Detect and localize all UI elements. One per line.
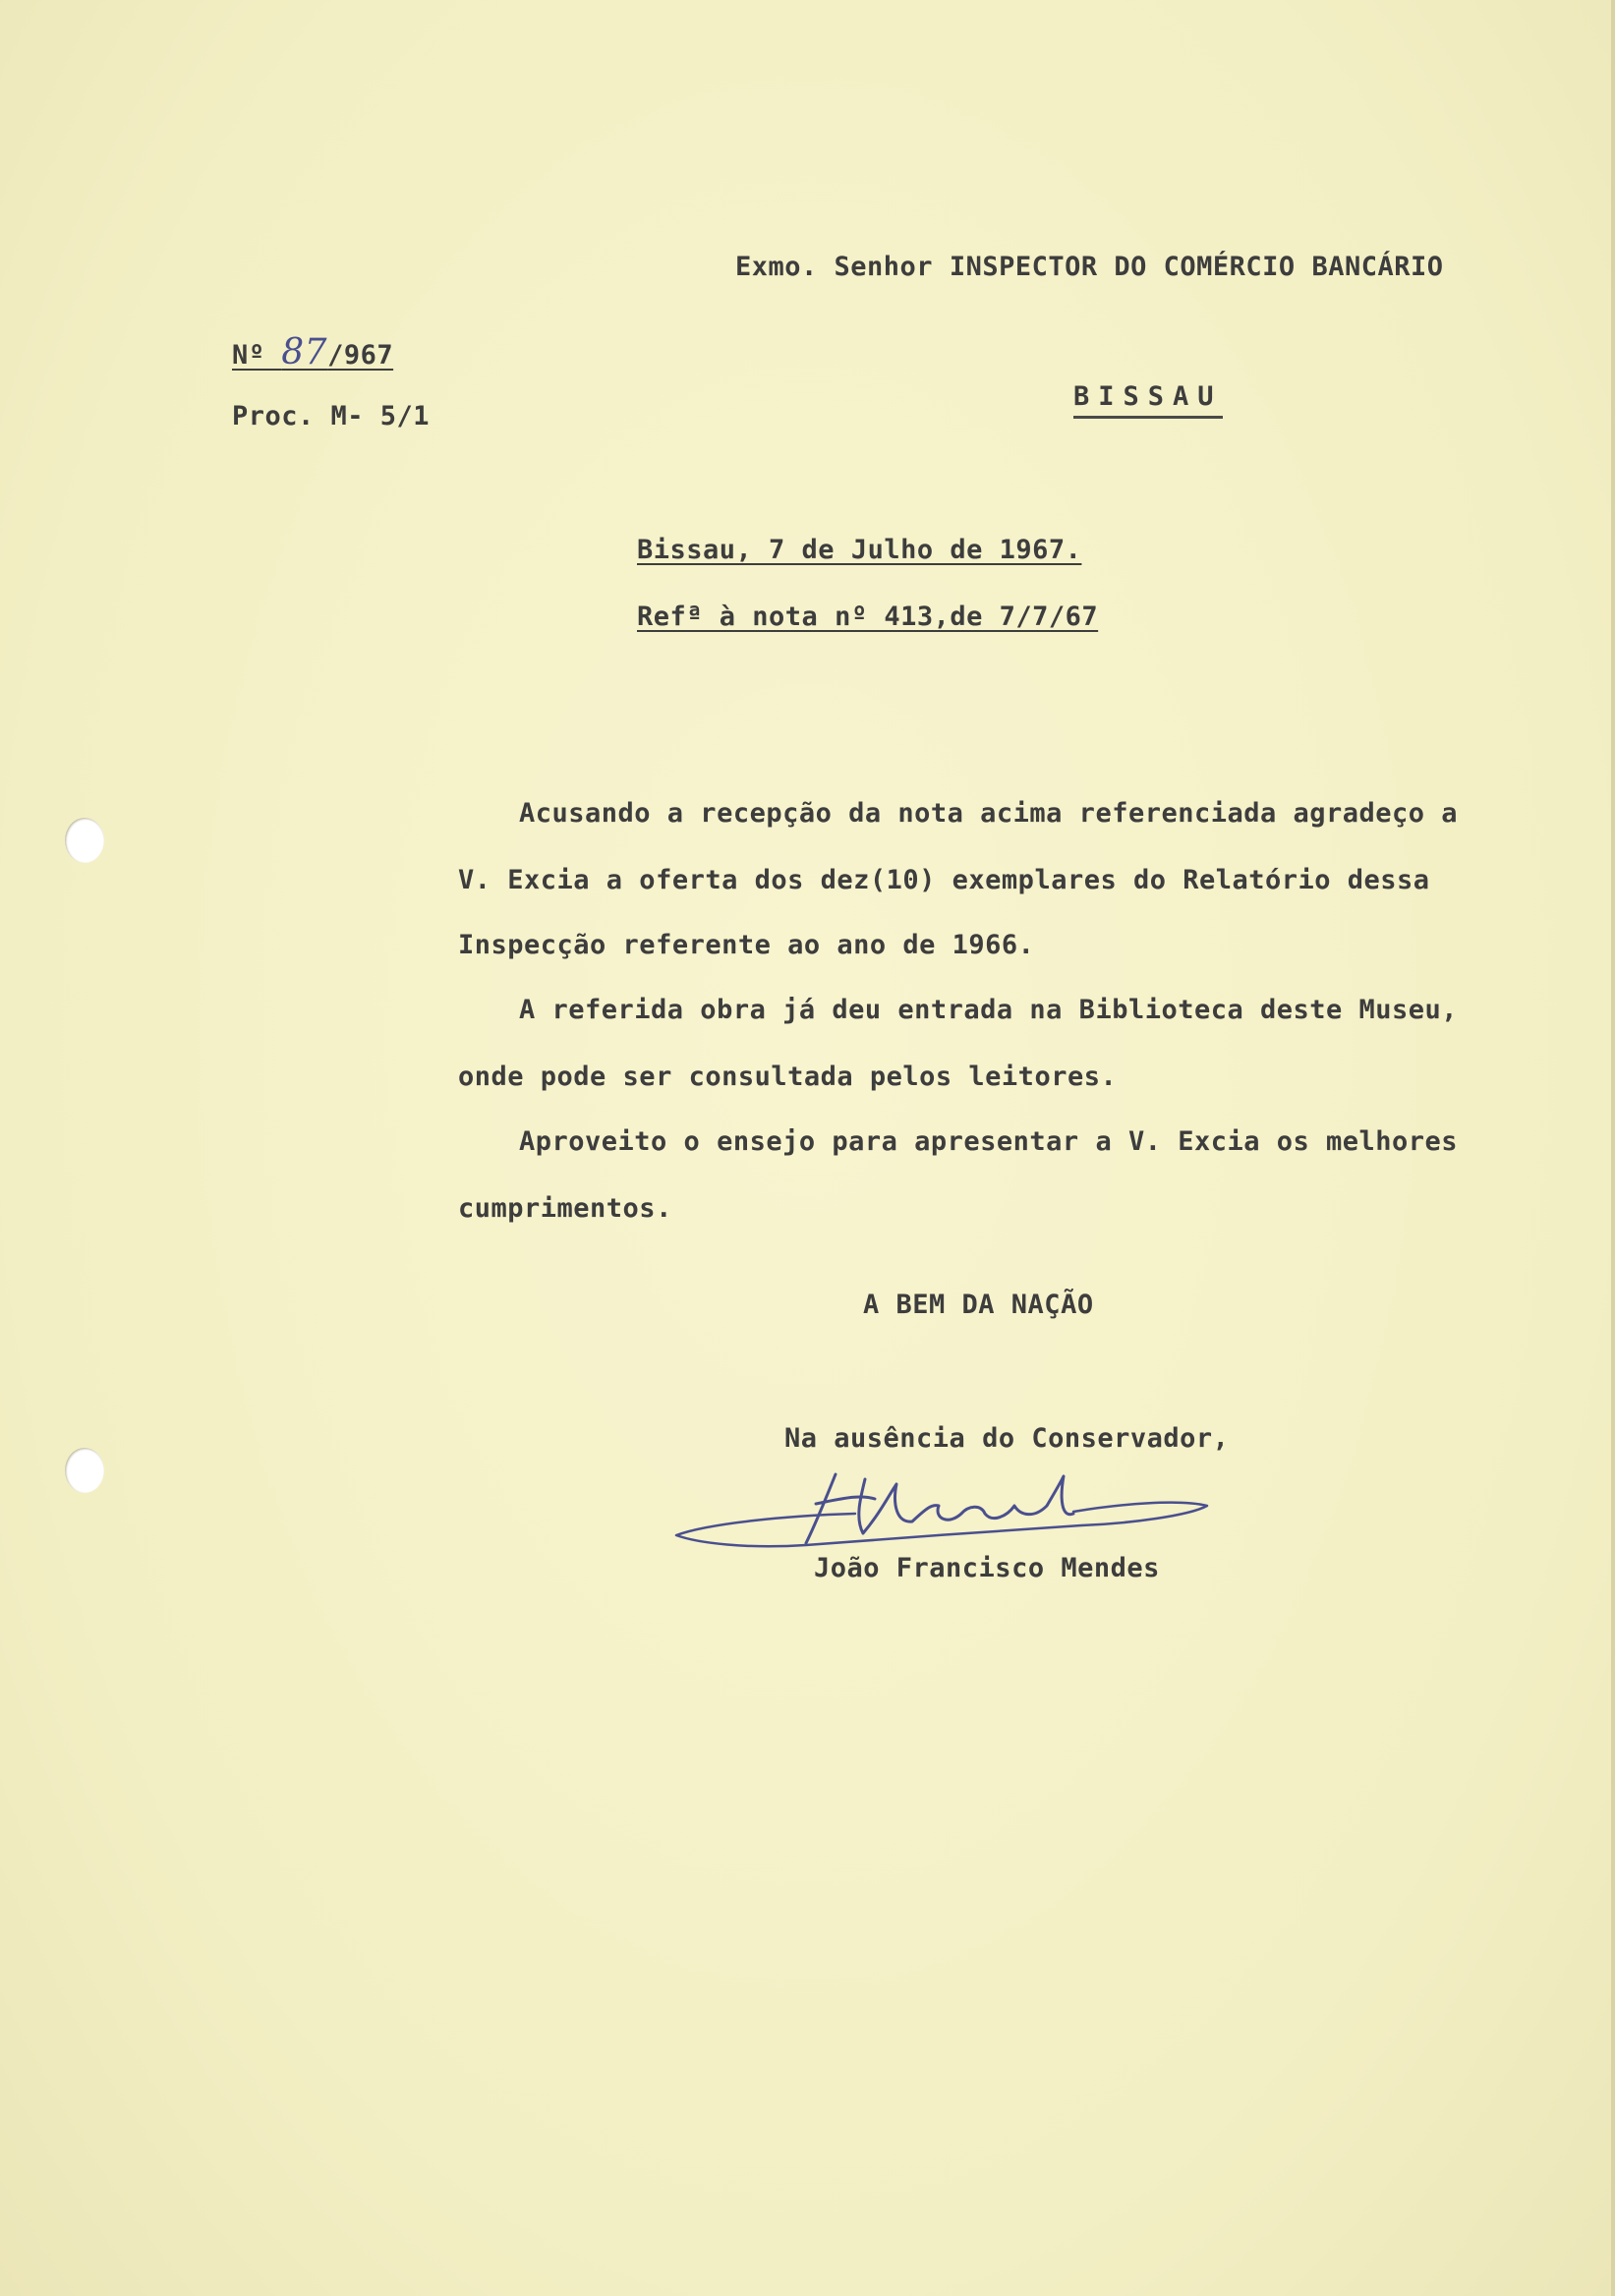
closing-salutation: A BEM DA NAÇÃO	[863, 1290, 1094, 1320]
body-line: Acusando a recepção da nota acima referenciada agradeço a	[519, 798, 1459, 829]
body-line: onde pode ser consultada pelos leitores.	[458, 1062, 1118, 1092]
body-line: cumprimentos.	[458, 1193, 672, 1224]
reference-handwritten-number: 87	[281, 332, 328, 373]
destination-city: BISSAU	[1073, 381, 1223, 419]
body-line: V. Excia a oferta dos dez(10) exemplares do Relatório dessa	[458, 865, 1430, 895]
absence-note: Na ausência do Conservador,	[784, 1423, 1230, 1454]
punch-hole-bottom	[65, 1448, 104, 1493]
paper-edge	[1611, 0, 1615, 2296]
process-number: Proc. M- 5/1	[232, 401, 431, 431]
body-line: Inspecção referente ao ano de 1966.	[458, 930, 1035, 960]
reference-number	[232, 332, 393, 373]
handwritten-signature	[668, 1445, 1219, 1563]
reference-prefix: Nº	[232, 340, 282, 371]
body-line: A referida obra já deu entrada na Biblioteca deste Museu,	[519, 995, 1459, 1025]
date-line: Bissau, 7 de Julho de 1967.	[637, 535, 1082, 565]
reference-suffix: /967	[327, 340, 394, 371]
reference-note-line: Refª à nota nº 413,de 7/7/67	[637, 602, 1099, 632]
body-line: Aproveito o ensejo para apresentar a V. Excia os melhores	[519, 1126, 1459, 1157]
signatory-name: João Francisco Mendes	[814, 1553, 1160, 1583]
addressee-line: Exmo. Senhor INSPECTOR DO COMÉRCIO BANCÁRIO	[735, 252, 1444, 282]
punch-hole-top	[65, 818, 104, 863]
